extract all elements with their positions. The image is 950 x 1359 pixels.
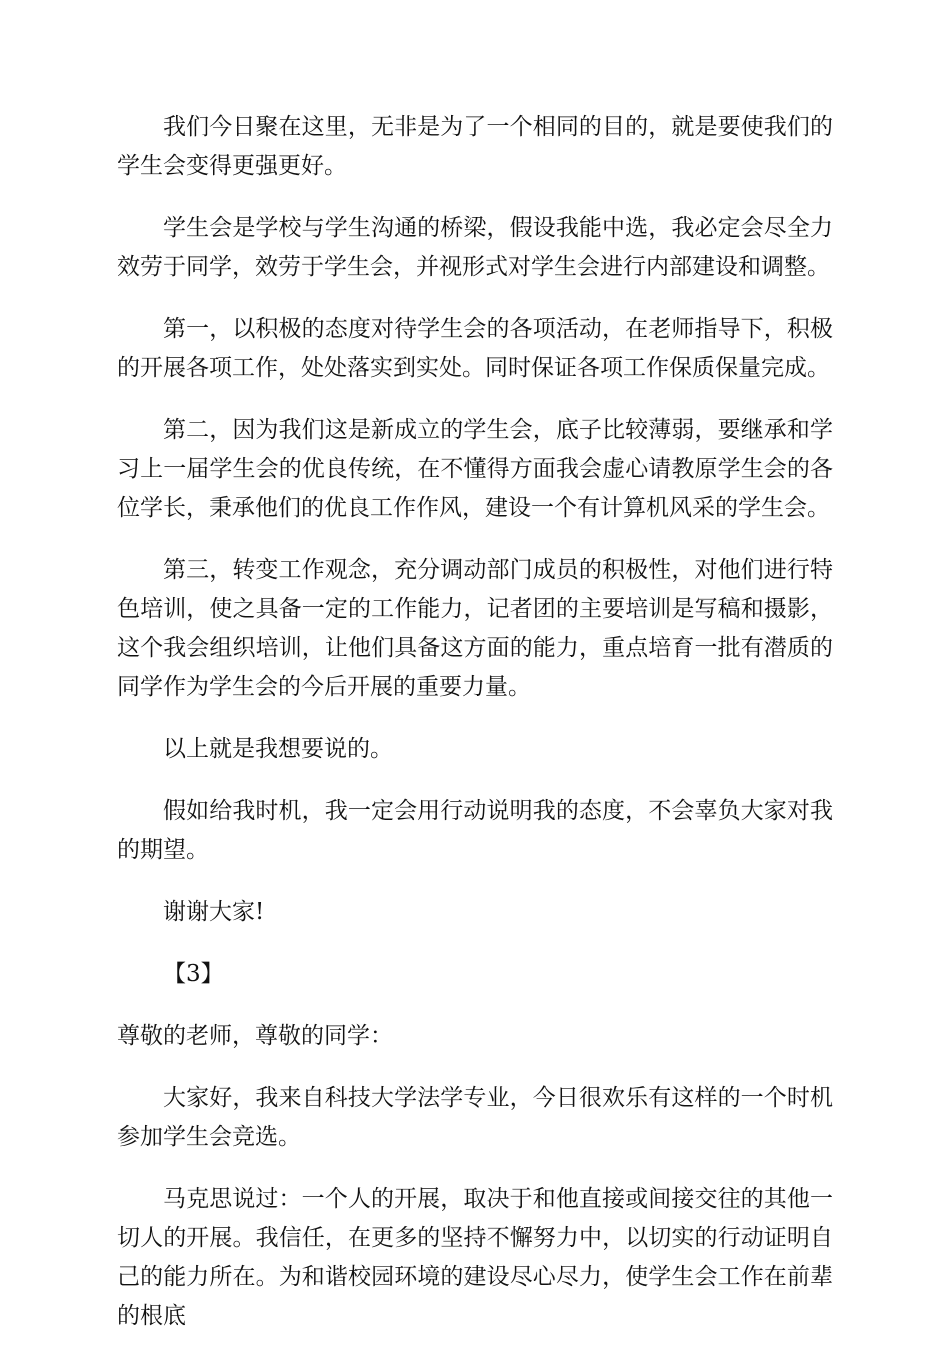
paragraph-conclusion: 以上就是我想要说的。: [163, 736, 393, 762]
paragraph-bridge: 学生会是学校与学生沟通的桥梁，假设我能中选，我必定会尽全力效劳于同学，效劳于学生会，并视形式对学生会进行内部建设和调整。: [117, 215, 833, 280]
paragraph-second-point: 第二，因为我们这是新成立的学生会，底子比较薄弱，要继承和学习上一届学生会的优良传统，在不懂得方面我会虚心请教原学生会的各位学长，秉承他们的优良工作作风，建设一个有计算机风采的学生会。: [117, 417, 833, 521]
paragraph-purpose: 我们今日聚在这里，无非是为了一个相同的目的，就是要使我们的学生会变得更强更好。: [117, 114, 833, 179]
paragraph-greeting: 大家好，我来自科技大学法学专业，今日很欢乐有这样的一个时机参加学生会竞选。: [117, 1085, 833, 1150]
paragraph-thanks: 谢谢大家!: [163, 899, 265, 925]
paragraph-promise: 假如给我时机，我一定会用行动说明我的态度，不会辜负大家对我的期望。: [117, 798, 833, 863]
section-marker: 【3】: [163, 961, 224, 987]
paragraph-marx-quote: 马克思说过：一个人的开展，取决于和他直接或间接交往的其他一切人的开展。我信任，在更多的坚持不懈努力中，以切实的行动证明自己的能力所在。为和谐校园环境的建设尽心尽力，使学生会工作在前辈的根底: [117, 1186, 833, 1329]
paragraph-third-point: 第三，转变工作观念，充分调动部门成员的积极性，对他们进行特色培训，使之具备一定的工作能力，记者团的主要培训是写稿和摄影，这个我会组织培训，让他们具备这方面的能力，重点培育一批有潜质的同学作为学生会的今后开展的重要力量。: [117, 557, 833, 700]
paragraph-first-point: 第一，以积极的态度对待学生会的各项活动，在老师指导下，积极的开展各项工作，处处落实到实处。同时保证各项工作保质保量完成。: [117, 316, 833, 381]
salutation: 尊敬的老师，尊敬的同学：: [117, 1023, 393, 1049]
document-body: [117, 108, 833, 1359]
